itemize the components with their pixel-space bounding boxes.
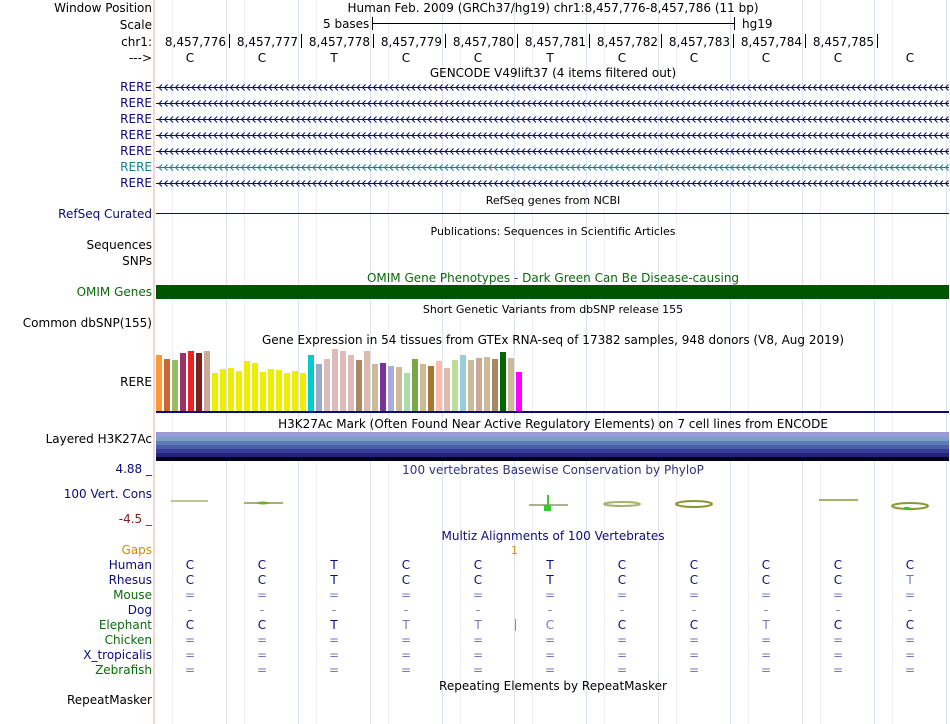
species-label[interactable]: Dog <box>127 603 152 617</box>
gencode-gene-model[interactable] <box>156 99 949 108</box>
gtex-tissue-bar[interactable] <box>324 359 330 411</box>
gtex-tissue-bar[interactable] <box>364 351 370 411</box>
gtex-bar-chart[interactable] <box>156 349 536 411</box>
aligned-base: = <box>832 648 844 662</box>
aligned-base: = <box>400 648 412 662</box>
aligned-base: C <box>473 573 483 587</box>
aligned-base: - <box>259 603 265 617</box>
gencode-gene-model[interactable] <box>156 163 949 172</box>
aligned-base: = <box>184 648 196 662</box>
grid-line <box>820 0 821 724</box>
species-label[interactable]: Zebrafish <box>95 663 152 677</box>
aligned-base: C <box>689 573 699 587</box>
aligned-base: = <box>400 633 412 647</box>
grid-line <box>892 0 893 724</box>
conservation-track-label[interactable]: 100 Vert. Cons <box>63 487 152 501</box>
gtex-track-title: Gene Expression in 54 tissues from GTEx RNA-seq of 17382 samples, 948 donors (V8, Aug 2019) <box>261 333 845 347</box>
h3k27ac-layer[interactable] <box>156 457 949 461</box>
ruler-tick <box>661 34 662 48</box>
aligned-base: = <box>904 648 916 662</box>
gencode-gene-label[interactable]: RERE <box>120 128 152 142</box>
gtex-tissue-bar[interactable] <box>252 363 258 411</box>
reference-base: T <box>330 51 338 65</box>
refseq-track-label[interactable]: RefSeq Curated <box>58 207 152 221</box>
gtex-tissue-bar[interactable] <box>348 355 354 411</box>
aligned-base: C <box>257 618 267 632</box>
reference-base: C <box>761 51 771 65</box>
scale-bar <box>372 23 734 24</box>
repeatmasker-track-title: Repeating Elements by RepeatMasker <box>439 679 667 693</box>
aligned-base: - <box>331 603 337 617</box>
aligned-base: - <box>835 603 841 617</box>
aligned-base: = <box>688 648 700 662</box>
ruler-position: 8,457,780 <box>452 35 514 49</box>
ruler-position: 8,457,781 <box>524 35 586 49</box>
ruler-tick <box>805 34 806 48</box>
ruler-tick <box>373 34 374 48</box>
aligned-base: = <box>688 633 700 647</box>
conservation-track-title: 100 vertebrates Basewise Conservation by PhyloP <box>402 463 704 477</box>
scale-bar-right-tick <box>734 17 735 30</box>
gtex-tissue-bar[interactable] <box>356 360 362 411</box>
publications-track-title: Publications: Sequences in Scientific Articles <box>430 225 676 238</box>
aligned-base: T <box>762 618 770 632</box>
conservation-min-label: -4.5 _ <box>118 512 152 526</box>
aligned-base: C <box>185 558 195 572</box>
gencode-gene-model[interactable] <box>156 131 949 140</box>
aligned-base: - <box>907 603 913 617</box>
species-label[interactable]: Chicken <box>104 633 152 647</box>
gtex-tissue-bar[interactable] <box>452 360 458 411</box>
aligned-base: C <box>257 558 267 572</box>
aligned-base: = <box>256 633 268 647</box>
aligned-base: T <box>330 618 338 632</box>
refseq-gene-line[interactable] <box>156 213 949 214</box>
multiz-track-title: Multiz Alignments of 100 Vertebrates <box>441 529 665 543</box>
gtex-tissue-bar[interactable] <box>420 364 426 411</box>
aligned-base: = <box>616 648 628 662</box>
scale-label: Scale <box>119 18 152 32</box>
aligned-base: = <box>616 633 628 647</box>
gtex-tissue-bar[interactable] <box>332 349 338 411</box>
gtex-tissue-bar[interactable] <box>284 373 290 411</box>
gtex-tissue-bar[interactable] <box>244 361 250 411</box>
aligned-base: - <box>187 603 193 617</box>
gencode-gene-label[interactable]: RERE <box>120 96 152 110</box>
gtex-tissue-bar[interactable] <box>196 353 202 411</box>
ruler-position: 8,457,783 <box>668 35 730 49</box>
h3k27ac-track-title: H3K27Ac Mark (Often Found Near Active Regulatory Elements) on 7 cell lines from ENCODE <box>278 417 828 431</box>
gaps-marker: 1 <box>511 544 518 557</box>
gtex-tissue-bar[interactable] <box>276 370 282 411</box>
aligned-base: C <box>473 558 483 572</box>
species-label[interactable]: Elephant <box>98 618 152 632</box>
gtex-tissue-bar[interactable] <box>180 353 186 411</box>
aligned-base: T <box>474 618 482 632</box>
aligned-base: C <box>545 618 555 632</box>
gaps-label[interactable]: Gaps <box>121 543 152 557</box>
species-label[interactable]: Human <box>108 558 152 572</box>
gencode-gene-model[interactable] <box>156 83 949 92</box>
aligned-base: C <box>617 573 627 587</box>
ruler-position: 8,457,778 <box>308 35 370 49</box>
aligned-base: = <box>832 663 844 677</box>
scale-assembly: hg19 <box>742 17 773 31</box>
aligned-base: C <box>761 573 771 587</box>
aligned-base: C <box>401 558 411 572</box>
grid-line <box>946 0 947 724</box>
aligned-base: = <box>760 588 772 602</box>
aligned-base: = <box>472 588 484 602</box>
gtex-tissue-bar[interactable] <box>436 361 442 411</box>
publications-sequences-label[interactable]: Sequences <box>86 238 152 252</box>
aligned-base: = <box>472 633 484 647</box>
aligned-base: = <box>400 588 412 602</box>
ruler-position: 8,457,782 <box>596 35 658 49</box>
aligned-base: = <box>544 663 556 677</box>
aligned-base: = <box>616 663 628 677</box>
reference-base: C <box>833 51 843 65</box>
gtex-tissue-bar[interactable] <box>516 372 522 411</box>
species-label[interactable]: X_tropicalis <box>83 648 152 662</box>
publications-snps-label[interactable]: SNPs <box>122 254 152 268</box>
omim-track-title: OMIM Gene Phenotypes - Dark Green Can Be Disease-causing <box>366 271 740 285</box>
aligned-base: = <box>328 663 340 677</box>
gencode-gene-model[interactable] <box>156 115 949 124</box>
aligned-base: = <box>472 663 484 677</box>
gtex-tissue-bar[interactable] <box>212 373 218 411</box>
gtex-tissue-bar[interactable] <box>388 366 394 411</box>
species-label[interactable]: Rhesus <box>108 573 152 587</box>
gtex-tissue-bar[interactable] <box>236 371 242 411</box>
gtex-tissue-bar[interactable] <box>476 358 482 411</box>
aligned-base: = <box>616 588 628 602</box>
ruler-tick <box>589 34 590 48</box>
aligned-base: - <box>619 603 625 617</box>
grid-line <box>586 0 587 724</box>
conservation-plot[interactable] <box>156 490 950 516</box>
aligned-base: - <box>403 603 409 617</box>
gtex-tissue-bar[interactable] <box>308 355 314 411</box>
aligned-base: - <box>475 603 481 617</box>
aligned-base: - <box>547 603 553 617</box>
aligned-base: C <box>761 558 771 572</box>
gencode-gene-label[interactable]: RERE <box>120 160 152 174</box>
aligned-base: C <box>185 618 195 632</box>
grid-line <box>604 0 605 724</box>
aligned-base: = <box>760 663 772 677</box>
scale-text: 5 bases <box>323 17 370 31</box>
strand-label: ---> <box>128 51 152 65</box>
gtex-tissue-bar[interactable] <box>460 355 466 411</box>
aligned-base: T <box>330 558 338 572</box>
aligned-base: = <box>256 648 268 662</box>
ruler-tick <box>877 34 878 48</box>
gtex-tissue-bar[interactable] <box>300 373 306 411</box>
grid-line <box>658 0 659 724</box>
gtex-tissue-bar[interactable] <box>340 351 346 411</box>
gtex-tissue-bar[interactable] <box>292 371 298 411</box>
aligned-base: C <box>833 618 843 632</box>
aligned-base: = <box>256 663 268 677</box>
ruler-tick <box>733 34 734 48</box>
refseq-track-title: RefSeq genes from NCBI <box>485 194 621 207</box>
aligned-base: = <box>688 588 700 602</box>
omim-gene-bar[interactable] <box>156 285 949 299</box>
repeatmasker-track-label[interactable]: RepeatMasker <box>66 693 152 707</box>
gtex-tissue-bar[interactable] <box>164 359 170 411</box>
aligned-base: = <box>544 588 556 602</box>
aligned-base: = <box>904 663 916 677</box>
ruler-tick <box>517 34 518 48</box>
omim-track-label[interactable]: OMIM Genes <box>76 285 152 299</box>
aligned-base: C <box>617 558 627 572</box>
aligned-base: T <box>906 573 914 587</box>
grid-line <box>802 0 803 724</box>
grid-line <box>730 0 731 724</box>
ruler-position: 8,457,785 <box>812 35 874 49</box>
gtex-tissue-bar[interactable] <box>396 367 402 411</box>
conservation-max-label: 4.88 _ <box>115 462 152 476</box>
reference-base: T <box>546 51 554 65</box>
gtex-tissue-bar[interactable] <box>316 364 322 411</box>
aligned-base: = <box>904 633 916 647</box>
gtex-tissue-bar[interactable] <box>268 369 274 411</box>
aligned-base: C <box>401 573 411 587</box>
reference-base: C <box>905 51 915 65</box>
gtex-tissue-bar[interactable] <box>204 351 210 411</box>
ruler-position: 8,457,776 <box>164 35 226 49</box>
reference-base: C <box>473 51 483 65</box>
h3k27ac-track-label[interactable]: Layered H3K27Ac <box>45 432 152 446</box>
grid-line <box>748 0 749 724</box>
gtex-tissue-bar[interactable] <box>156 355 162 411</box>
reference-base: C <box>401 51 411 65</box>
insertion-marker <box>515 619 516 631</box>
reference-base: C <box>617 51 627 65</box>
ruler-tick <box>445 34 446 48</box>
aligned-base: = <box>184 588 196 602</box>
aligned-base: = <box>400 663 412 677</box>
gtex-tissue-bar[interactable] <box>508 358 514 411</box>
window-position-label: Window Position <box>54 1 152 15</box>
scale-bar-left-tick <box>372 17 373 30</box>
ruler-position: 8,457,777 <box>236 35 298 49</box>
aligned-base: = <box>472 648 484 662</box>
aligned-base: = <box>184 663 196 677</box>
aligned-base: = <box>184 633 196 647</box>
ruler-tick <box>229 34 230 48</box>
aligned-base: T <box>546 558 554 572</box>
aligned-base: = <box>760 633 772 647</box>
aligned-base: C <box>185 573 195 587</box>
aligned-base: = <box>544 648 556 662</box>
reference-base: C <box>257 51 267 65</box>
gtex-tissue-bar[interactable] <box>468 360 474 411</box>
label-column-divider <box>153 0 155 724</box>
aligned-base: T <box>330 573 338 587</box>
aligned-base: C <box>617 618 627 632</box>
ruler-tick <box>301 34 302 48</box>
aligned-base: = <box>328 633 340 647</box>
aligned-base: C <box>257 573 267 587</box>
aligned-base: = <box>904 588 916 602</box>
gtex-tissue-bar[interactable] <box>492 359 498 411</box>
ruler-position: 8,457,779 <box>380 35 442 49</box>
aligned-base: = <box>544 633 556 647</box>
aligned-base: C <box>689 558 699 572</box>
aligned-base: C <box>833 558 843 572</box>
gtex-tissue-bar[interactable] <box>228 368 234 411</box>
gtex-tissue-bar[interactable] <box>412 359 418 411</box>
species-label[interactable]: Mouse <box>113 588 152 602</box>
aligned-base: = <box>760 648 772 662</box>
gtex-tissue-bar[interactable] <box>484 357 490 411</box>
gtex-tissue-bar[interactable] <box>372 364 378 411</box>
aligned-base: C <box>905 618 915 632</box>
aligned-base: = <box>688 663 700 677</box>
dbsnp-track-label[interactable]: Common dbSNP(155) <box>22 316 152 330</box>
aligned-base: - <box>763 603 769 617</box>
gencode-gene-model[interactable] <box>156 179 949 188</box>
aligned-base: - <box>691 603 697 617</box>
gtex-tissue-bar[interactable] <box>404 373 410 411</box>
aligned-base: = <box>328 648 340 662</box>
aligned-base: C <box>905 558 915 572</box>
reference-base: C <box>185 51 195 65</box>
chrom-label: chr1: <box>121 35 152 49</box>
aligned-base: = <box>832 588 844 602</box>
gtex-tissue-bar[interactable] <box>428 366 434 411</box>
gencode-gene-label[interactable]: RERE <box>120 144 152 158</box>
reference-base: C <box>689 51 699 65</box>
gtex-tissue-bar[interactable] <box>220 369 226 411</box>
aligned-base: = <box>256 588 268 602</box>
gtex-tissue-bar[interactable] <box>380 363 386 411</box>
grid-line <box>676 0 677 724</box>
grid-line <box>874 0 875 724</box>
gtex-tissue-bar[interactable] <box>188 351 194 411</box>
gencode-track-title: GENCODE V49lift37 (4 items filtered out) <box>429 66 677 80</box>
dbsnp-track-title: Short Genetic Variants from dbSNP release 155 <box>422 303 684 316</box>
gencode-gene-label[interactable]: RERE <box>120 112 152 126</box>
gtex-tissue-bar[interactable] <box>172 360 178 411</box>
gtex-tissue-bar[interactable] <box>444 368 450 411</box>
aligned-base: C <box>689 618 699 632</box>
gtex-baseline <box>156 411 949 413</box>
gencode-gene-label[interactable]: RERE <box>120 176 152 190</box>
aligned-base: T <box>402 618 410 632</box>
aligned-base: = <box>328 588 340 602</box>
gtex-track-label[interactable]: RERE <box>120 375 152 389</box>
aligned-base: = <box>832 633 844 647</box>
aligned-base: T <box>546 573 554 587</box>
gtex-tissue-bar[interactable] <box>260 372 266 411</box>
ruler-position: 8,457,784 <box>740 35 802 49</box>
gtex-tissue-bar[interactable] <box>500 352 506 411</box>
aligned-base: C <box>833 573 843 587</box>
window-position-text: Human Feb. 2009 (GRCh37/hg19) chr1:8,457,776-8,457,786 (11 bp) <box>347 1 759 15</box>
gencode-gene-model[interactable] <box>156 147 949 156</box>
gencode-gene-label[interactable]: RERE <box>120 80 152 94</box>
